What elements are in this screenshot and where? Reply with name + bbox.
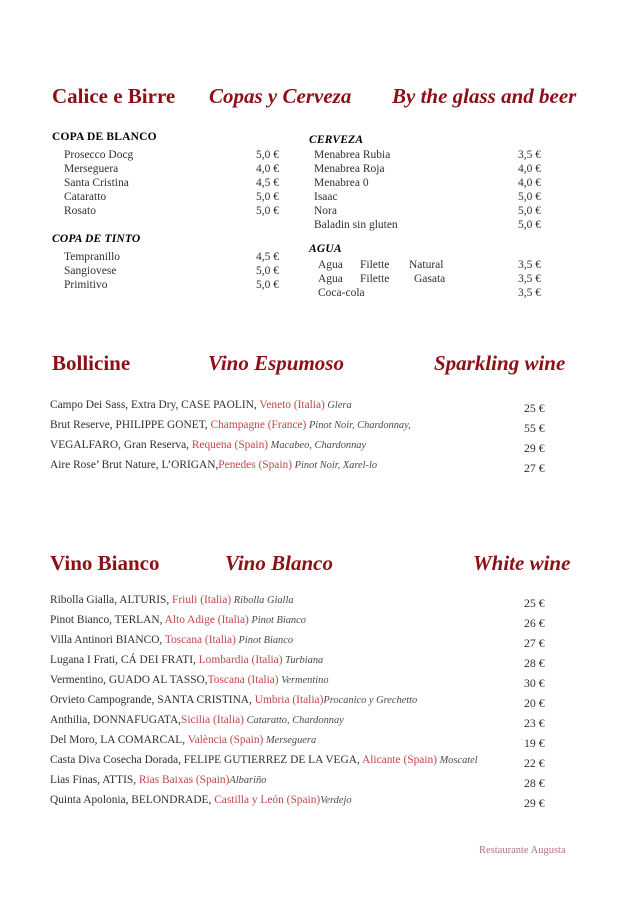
wine-description [50, 674, 329, 686]
wine-row [50, 714, 590, 734]
wine-row [50, 694, 590, 714]
item-price: 3,5 € [518, 149, 541, 161]
wine-row [50, 754, 590, 774]
item-name: Sangiovese [64, 265, 117, 277]
wine-row [50, 459, 590, 479]
wine-description [50, 714, 344, 726]
item-price: 4,0 € [256, 163, 279, 175]
wine-price: 19 € [524, 736, 545, 750]
wine-row [50, 734, 590, 754]
wine-name: Orvieto Campogrande, SANTA CRISTINA, [50, 694, 255, 706]
wine-row [50, 774, 590, 794]
section-heading-sparkling-spanish: Vino Espumoso [208, 351, 344, 375]
item-brand: Filette [360, 273, 390, 285]
item-name: Baladin sin gluten [314, 219, 398, 231]
item-price: 5,0 € [256, 191, 279, 203]
wine-name: Lugana I Frati, CÁ DEI FRATI, [50, 654, 199, 666]
category-heading-agua: AGUA [309, 243, 342, 255]
item-name: Merseguera [64, 163, 119, 175]
wine-grape: Macabeo, Chardonnay [268, 440, 367, 451]
wine-grape: Turbiana [282, 655, 324, 666]
item-name: Prosecco Docg [64, 149, 134, 161]
wine-description [50, 439, 366, 451]
section-heading-glass-beer-english: By the glass and beer [392, 84, 577, 108]
section-heading-white-wine-english: White wine [473, 551, 571, 575]
section-heading-sparkling-italian: Bollicine [52, 351, 131, 375]
wine-row [50, 674, 590, 694]
item-brand: Filette [360, 259, 390, 271]
wine-grape: Glera [324, 400, 352, 411]
wine-price: 27 € [524, 461, 545, 475]
item-price: 5,0 € [256, 205, 279, 217]
wine-region: Rias Baixas (Spain) [138, 774, 230, 786]
item-name: Agua [318, 259, 343, 271]
wine-description [50, 634, 293, 646]
item-price: 3,5 € [518, 287, 541, 299]
wine-row [50, 419, 590, 439]
item-price: 5,0 € [256, 265, 279, 277]
wine-region: Toscana (Italia) [164, 634, 236, 646]
wine-grape: Cataratto, Chardonnay [243, 715, 344, 726]
category-heading-copa-de-blanco: COPA DE BLANCO [52, 131, 157, 143]
wine-description [50, 419, 411, 431]
footer-restaurant-name: Restaurante Augusta [479, 845, 566, 856]
item-price: 3,5 € [518, 273, 541, 285]
item-price: 3,5 € [518, 259, 541, 271]
wine-region: Veneto (Italia) [259, 399, 325, 411]
item-name: Santa Cristina [64, 177, 129, 189]
wine-name: VEGALFARO, Gran Reserva, [50, 439, 192, 451]
wine-description [50, 654, 323, 666]
section-heading-white-wine-italian: Vino Bianco [50, 551, 160, 575]
wine-region: Alto Adige (Italia) [164, 614, 249, 626]
wine-region: Castilla y León (Spain) [214, 794, 321, 806]
wine-grape: Vermentino [278, 675, 329, 686]
wine-price: 55 € [524, 421, 545, 435]
item-price: 5,0 € [518, 219, 541, 231]
wine-description [50, 794, 352, 806]
wine-region: Toscana (Italia) [207, 674, 279, 686]
wine-price: 20 € [524, 696, 545, 710]
wine-region: Champagne (France) [210, 419, 307, 431]
wine-price: 22 € [524, 756, 545, 770]
wine-name: Quinta Apolonia, BELONDRADE, [50, 794, 215, 806]
wine-region: Lombardia (Italia) [198, 654, 283, 666]
item-price: 4,5 € [256, 251, 279, 263]
item-name: Cataratto [64, 191, 107, 203]
wine-region: Sicilia (Italia) [181, 714, 244, 726]
wine-grape: Merseguera [263, 735, 317, 746]
wine-description [50, 694, 417, 706]
wine-price: 30 € [524, 676, 545, 690]
wine-grape: Pinot Bianco [248, 615, 306, 626]
item-price: 5,0 € [256, 149, 279, 161]
wine-region: Penedes (Spain) [218, 459, 293, 471]
section-heading-sparkling-english: Sparkling wine [434, 351, 566, 375]
wine-region: Requena (Spain) [191, 439, 269, 451]
wine-price: 25 € [524, 401, 545, 415]
wine-region: Friuli (Italia) [172, 594, 232, 606]
item-name: Tempranillo [64, 251, 121, 263]
wine-price: 29 € [524, 441, 545, 455]
wine-description [50, 594, 294, 606]
wine-name: Brut Reserve, PHILIPPE GONET, [50, 419, 211, 431]
wine-name: Del Moro, LA COMARCAL, [50, 734, 188, 746]
wine-description [50, 774, 266, 786]
wine-grape: Pinot Bianco [235, 635, 294, 646]
wine-name: Anthilia, DONNAFUGATA, [50, 714, 182, 726]
wine-description [50, 614, 306, 626]
item-price: 4,5 € [256, 177, 279, 189]
wine-description [50, 734, 316, 746]
wine-price: 25 € [524, 596, 545, 610]
wine-row [50, 634, 590, 654]
wine-grape: Pinot Noir, Xarel-lo [292, 460, 378, 471]
wine-name: Pinot Bianco, TERLAN, [50, 614, 165, 626]
item-name: Coca-cola [318, 287, 365, 299]
wine-row [50, 614, 590, 634]
wine-row [50, 439, 590, 459]
item-name: Isaac [314, 191, 338, 203]
wine-name: Ribolla Gialla, ALTURIS, [50, 594, 173, 606]
wine-region: Alicante (Spain) [362, 754, 437, 766]
wine-name: Casta Diva Cosecha Dorada, FELIPE GUTIERREZ DE LA VEGA, [50, 754, 363, 766]
item-price: 4,0 € [518, 177, 541, 189]
wine-name: Lias Finas, ATTIS, [50, 774, 139, 786]
item-variant: Natural [409, 259, 444, 271]
category-heading-cerveza: CERVEZA [309, 134, 364, 146]
item-name: Agua [318, 273, 343, 285]
wine-row [50, 594, 590, 614]
wine-name: Vermentino, GUADO AL TASSO, [50, 674, 208, 686]
wine-grape: Ribolla Gialla [231, 595, 294, 606]
wine-grape: Procanico y Grechetto [323, 695, 418, 706]
item-name: Menabrea Roja [314, 163, 385, 175]
wine-name: Aire Rose’ Brut Nature, L’ORIGAN, [50, 459, 219, 471]
item-price: 4,0 € [518, 163, 541, 175]
wine-price: 28 € [524, 776, 545, 790]
wine-grape: Albariño [229, 775, 267, 786]
list-sparkling-wines [50, 399, 590, 479]
item-price: 5,0 € [256, 279, 279, 291]
list-white-wines [50, 594, 590, 814]
item-name: Nora [314, 205, 337, 217]
category-heading-copa-de-tinto: COPA DE TINTO [52, 233, 141, 245]
wine-name: Campo Dei Sass, Extra Dry, CASE PAOLIN, [50, 399, 260, 411]
wine-grape: Verdejo [320, 795, 352, 806]
item-variant: Gasata [414, 273, 446, 285]
section-heading-glass-beer-italian: Calice e Birre [52, 84, 176, 108]
item-name: Primitivo [64, 279, 108, 291]
item-name: Menabrea 0 [314, 177, 369, 189]
wine-price: 29 € [524, 796, 545, 810]
wine-row [50, 794, 590, 814]
wine-row [50, 399, 590, 419]
wine-description [50, 399, 352, 411]
item-price: 5,0 € [518, 205, 541, 217]
wine-description [50, 459, 377, 471]
wine-name: Villa Antinori BIANCO, [50, 634, 165, 646]
wine-grape: Moscatel [437, 755, 478, 766]
item-price: 5,0 € [518, 191, 541, 203]
wine-price: 27 € [524, 636, 545, 650]
section-heading-white-wine-spanish: Vino Blanco [225, 551, 333, 575]
wine-description [50, 754, 478, 766]
wine-region: València (Spain) [187, 734, 264, 746]
wine-price: 28 € [524, 656, 545, 670]
section-heading-glass-beer-spanish: Copas y Cerveza [209, 84, 352, 108]
wine-region: Umbria (Italia) [254, 694, 324, 706]
wine-grape: Pinot Noir, Chardonnay, [306, 420, 411, 431]
item-name: Rosato [64, 205, 96, 217]
item-name: Menabrea Rubia [314, 149, 391, 161]
wine-price: 23 € [524, 716, 545, 730]
wine-price: 26 € [524, 616, 545, 630]
wine-row [50, 654, 590, 674]
